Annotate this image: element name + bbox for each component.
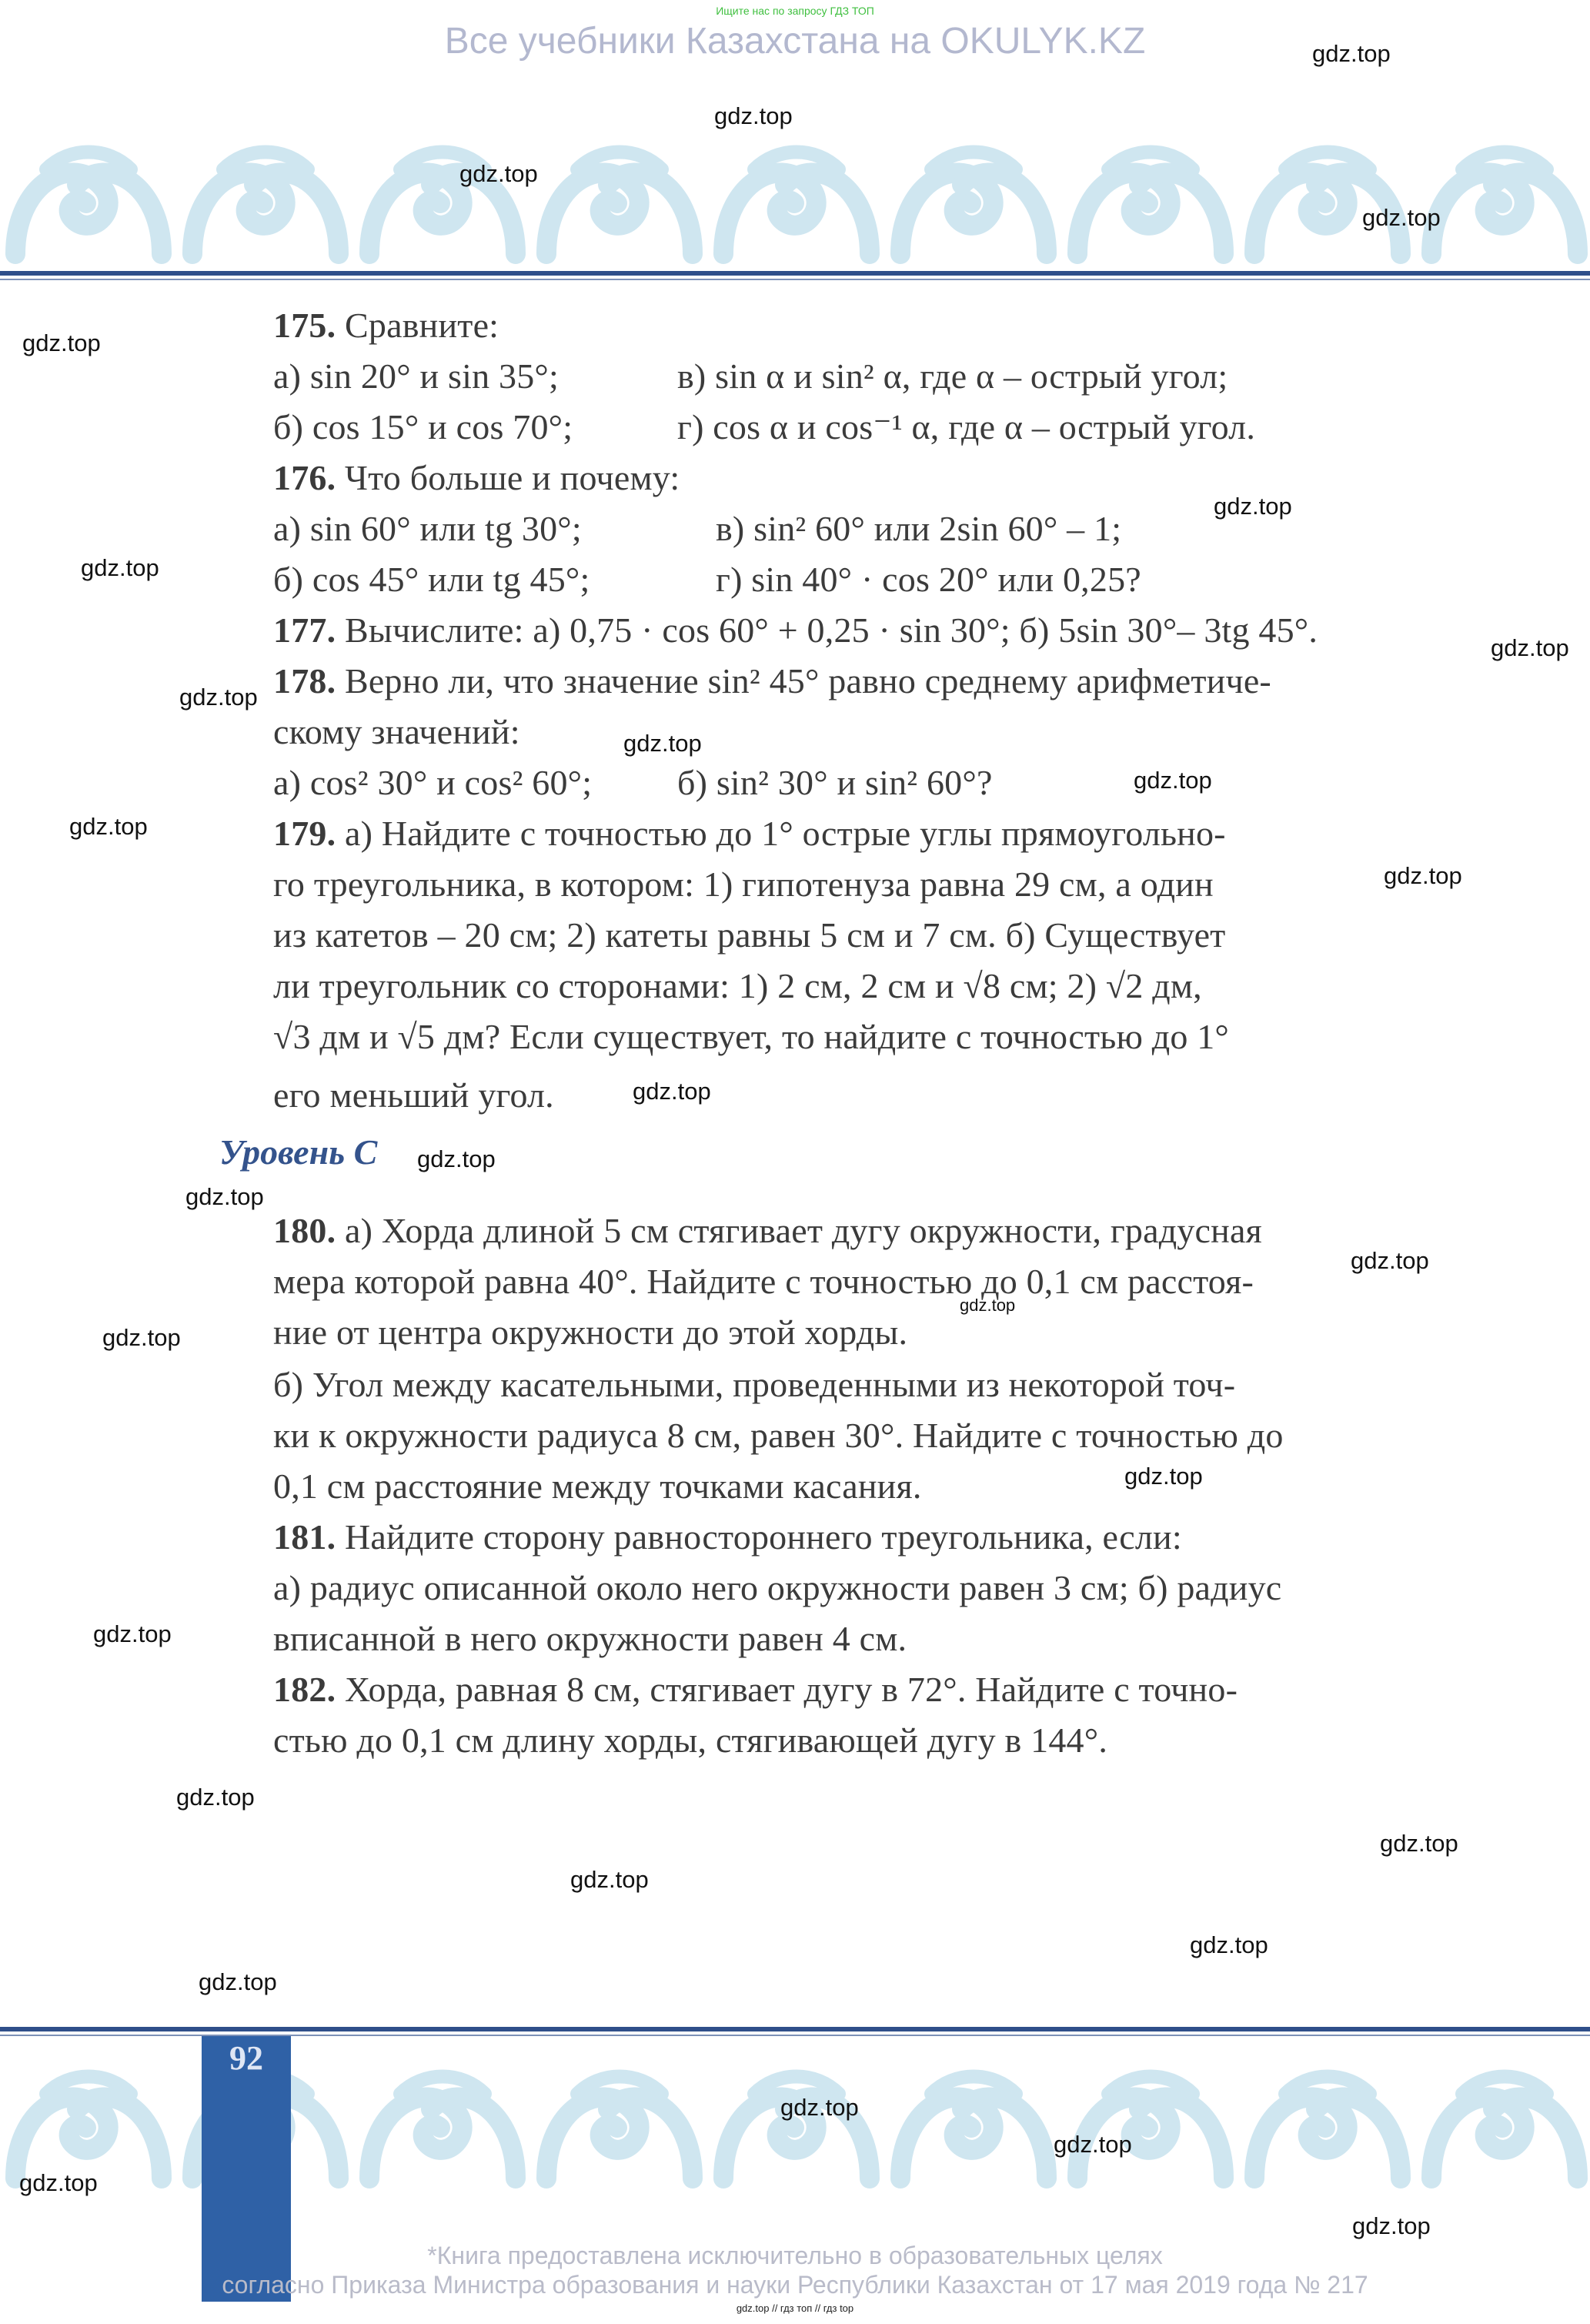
site-title[interactable]: Все учебники Казахстана на OKULYK.KZ (444, 21, 1146, 62)
text-line: а) sin 20° и sin 35°; в) sin α и sin² α, где α – острый угол; (273, 356, 1228, 396)
watermark: gdz.top (1351, 1247, 1429, 1274)
text-line: его меньший угол. (273, 1075, 554, 1115)
text-line: 177. Вычислите: а) 0,75 · cos 60° + 0,25 · sin 30°; б) 5sin 30°– 3tg 45°. (273, 610, 1318, 650)
bottom-note: gdz.top // гдз топ // гдз top (736, 2302, 854, 2314)
watermark: gdz.top (176, 1784, 255, 1811)
text-line: 182. Хорда, равная 8 см, стягивает дугу в 72°. Найдите с точно- (273, 1670, 1238, 1709)
text-line: 0,1 см расстояние между точками касания. (273, 1466, 922, 1506)
watermark: gdz.top (633, 1078, 711, 1105)
footer-order: согласно Приказа Министра образования и науки Республики Казахстан от 17 мая 2019 года № 217 (222, 2271, 1368, 2299)
text-line: скому значений: (273, 712, 520, 751)
watermark: gdz.top (1312, 40, 1391, 67)
text-line: ние от центра окружности до этой хорды. (273, 1312, 908, 1352)
header-rule (0, 271, 1590, 276)
text-line: стью до 0,1 см длину хорды, стягивающей дугу в 144°. (273, 1720, 1108, 1760)
watermark: gdz.top (714, 102, 793, 129)
watermark: gdz.top (93, 1620, 172, 1647)
text-line: 180. а) Хорда длиной 5 см стягивает дугу окружности, градусная (273, 1211, 1262, 1250)
watermark: gdz.top (199, 1968, 277, 1995)
text-line: ли треугольник со сторонами: 1) 2 см, 2 см и √8 см; 2) √2 дм, (273, 966, 1202, 1005)
watermark: gdz.top (1491, 634, 1569, 661)
text-line: √3 дм и √5 дм? Если существует, то найдите с точностью до 1° (273, 1017, 1230, 1056)
text-line: а) радиус описанной около него окружности равен 3 см; б) радиус (273, 1568, 1282, 1607)
watermark: gdz.top (1124, 1463, 1203, 1490)
text-line: б) cos 45° или tg 45°; г) sin 40° · cos 20° или 0,25? (273, 560, 1141, 599)
watermark: gdz.top (1190, 1931, 1268, 1958)
watermark: gdz.top (102, 1324, 181, 1351)
watermark: gdz.top (1384, 862, 1462, 889)
watermark: gdz.top (570, 1866, 649, 1893)
text-line: а) sin 60° или tg 30°; в) sin² 60° или 2sin 60° – 1; (273, 509, 1122, 548)
text-line: 181. Найдите сторону равностороннего треугольника, если: (273, 1517, 1182, 1557)
text-line: вписанной в него окружности равен 4 см. (273, 1619, 907, 1658)
watermark: gdz.top (1380, 1830, 1458, 1857)
watermark: gdz.top (22, 329, 101, 356)
top-note: Ищите нас по запросу ГДЗ ТОП (716, 5, 874, 17)
page-number: 92 (229, 2039, 263, 2077)
text-line: 178. Верно ли, что значение sin² 45° равно среднему арифметиче- (273, 661, 1271, 701)
footer-rule (0, 2027, 1590, 2031)
level-heading: Уровень С (219, 1132, 378, 1172)
watermark: gdz.top (81, 554, 159, 581)
text-line: ки к окружности радиуса 8 см, равен 30°. Найдите с точностью до (273, 1416, 1284, 1455)
text-line: 176. Что больше и почему: (273, 458, 680, 497)
header-rule-thin (0, 279, 1590, 280)
watermark: gdz.top (780, 2094, 859, 2121)
watermark: gdz.top (1352, 2212, 1431, 2239)
watermark: gdz.top (69, 813, 148, 840)
watermark: gdz.top (19, 2169, 98, 2196)
top-ornament (0, 139, 1590, 277)
watermark: gdz.top (1054, 2131, 1132, 2158)
watermark: gdz.top (1134, 767, 1212, 794)
text-line: б) Угол между касательными, проведенными из некоторой точ- (273, 1365, 1236, 1404)
watermark: gdz.top (623, 730, 702, 757)
text-line: а) cos² 30° и cos² 60°; б) sin² 30° и sin² 60°? (273, 763, 993, 802)
watermark: gdz.top (417, 1145, 496, 1172)
text-line: го треугольника, в котором: 1) гипотенуза равна 29 см, а один (273, 864, 1214, 904)
text-line: 179. а) Найдите с точностью до 1° острые углы прямоугольно- (273, 814, 1226, 853)
watermark: gdz.top (1362, 204, 1441, 231)
watermark: gdz.top (960, 1296, 1016, 1315)
footer-note: *Книга предоставлена исключительно в образовательных целях (427, 2242, 1163, 2269)
watermark: gdz.top (459, 160, 538, 187)
watermark: gdz.top (179, 684, 258, 711)
watermark: gdz.top (1214, 493, 1292, 520)
watermark: gdz.top (185, 1183, 264, 1210)
text-line: 175. Сравните: (273, 306, 499, 345)
text-line: из катетов – 20 см; 2) катеты равны 5 см и 7 см. б) Существует (273, 915, 1226, 955)
text-line: мера которой равна 40°. Найдите с точностью до 0,1 см расстоя- (273, 1262, 1254, 1301)
text-line: б) cos 15° и cos 70°; г) cos α и cos⁻¹ α, где α – острый угол. (273, 407, 1256, 446)
